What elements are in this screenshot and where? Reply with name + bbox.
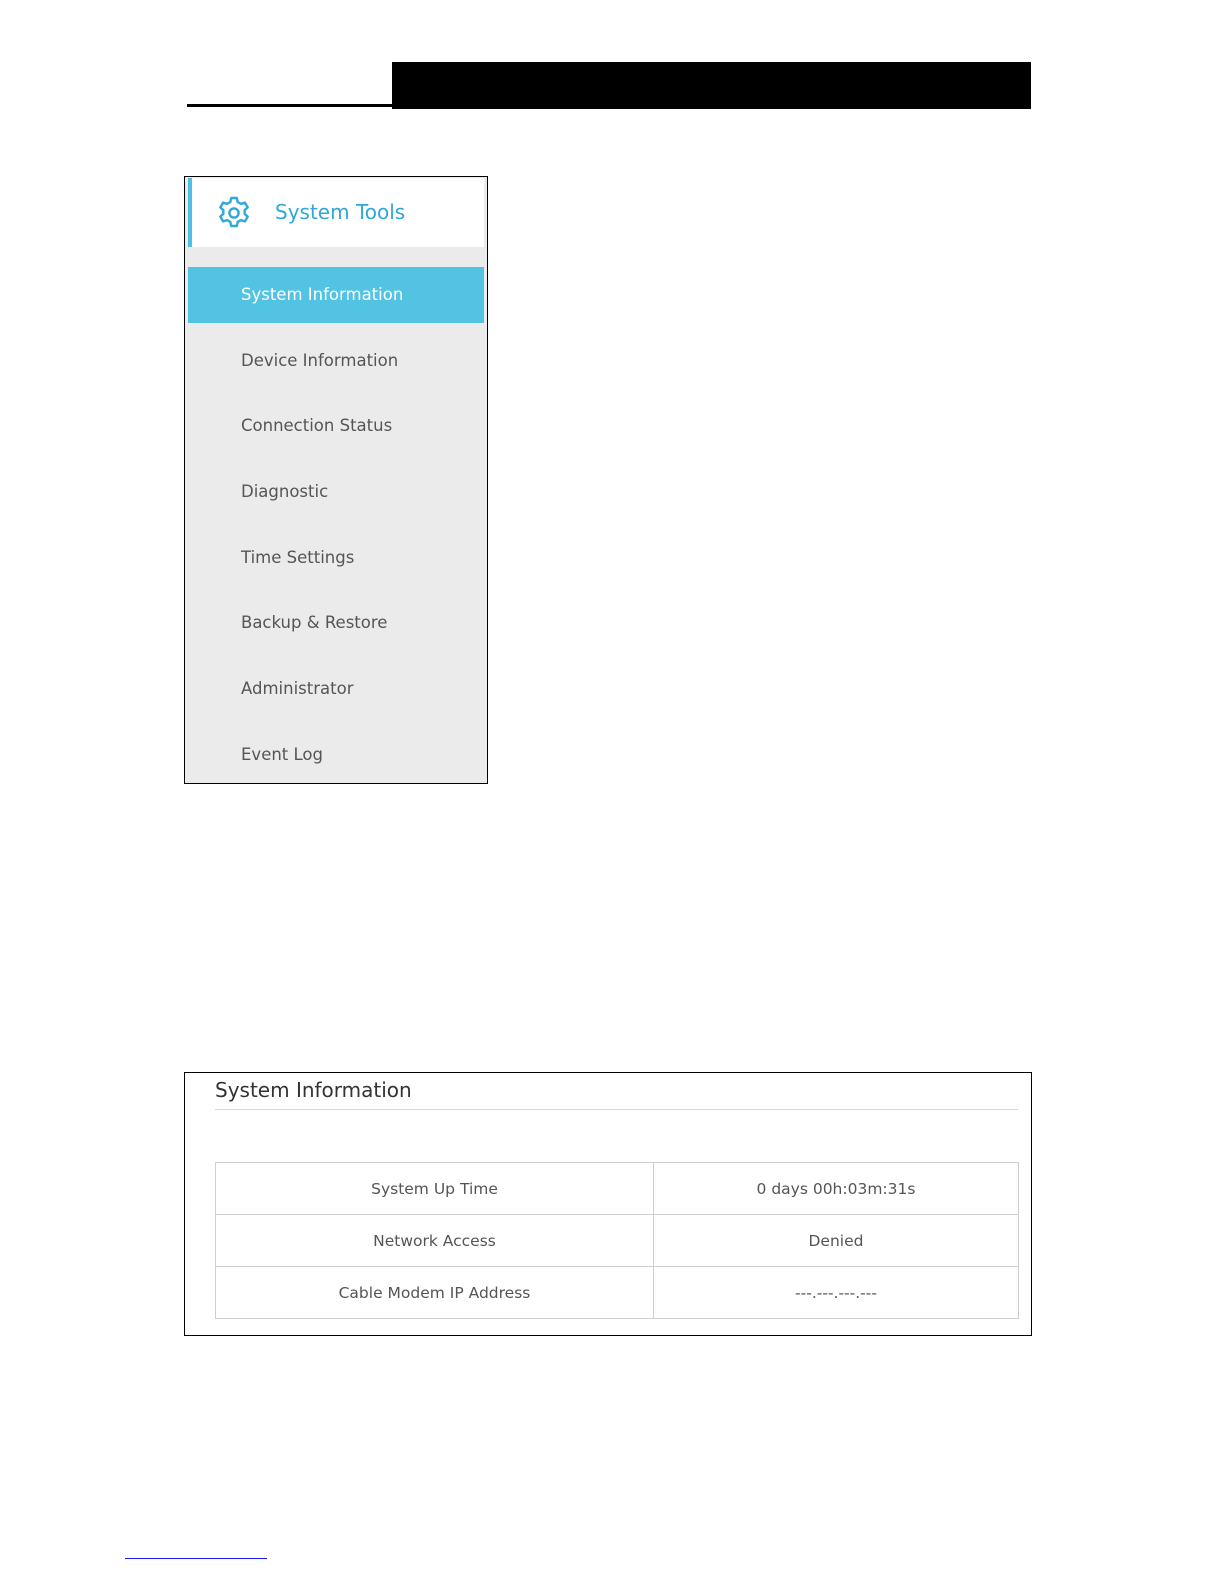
sidebar-item-diagnostic[interactable]	[188, 464, 484, 520]
title-divider	[215, 1109, 1018, 1110]
row-label: Network Access	[216, 1215, 654, 1267]
sidebar-item-event-log[interactable]	[188, 727, 484, 783]
row-value: Denied	[654, 1215, 1019, 1267]
sidebar-item-label: Time Settings	[241, 547, 355, 567]
header-underline	[187, 104, 397, 107]
footer-link-underline	[125, 1558, 267, 1559]
system-information-panel	[184, 1072, 1032, 1336]
sidebar-item-label: Event Log	[241, 744, 323, 764]
sidebar-item-system-information[interactable]	[188, 267, 484, 323]
sidebar-item-time-settings[interactable]	[188, 530, 484, 586]
sidebar-item-device-information[interactable]	[188, 333, 484, 389]
row-label: System Up Time	[216, 1163, 654, 1215]
sidebar-item-label: Diagnostic	[241, 482, 329, 502]
sidebar-item-administrator[interactable]	[188, 661, 484, 717]
table-row	[216, 1267, 1019, 1319]
sidebar-item-label: System Information	[241, 285, 404, 304]
header-black-bar	[392, 62, 1031, 109]
sidebar-item-connection-status[interactable]	[188, 398, 484, 454]
table-row	[216, 1215, 1019, 1267]
row-value: 0 days 00h:03m:31s	[654, 1163, 1019, 1215]
sidebar-title: System Tools	[275, 200, 406, 224]
row-label: Cable Modem IP Address	[216, 1267, 654, 1319]
sidebar-header[interactable]	[188, 178, 484, 247]
sidebar-item-label: Backup & Restore	[241, 613, 388, 633]
page-title: System Information	[215, 1078, 412, 1102]
sidebar-item-label: Device Information	[241, 350, 399, 370]
table-row	[216, 1163, 1019, 1215]
sidebar-item-label: Connection Status	[241, 416, 393, 436]
sidebar-item-backup-restore[interactable]	[188, 595, 484, 651]
sidebar-menu	[184, 176, 488, 784]
sidebar-item-label: Administrator	[241, 679, 354, 699]
gear-icon	[217, 196, 251, 230]
system-info-table	[215, 1162, 1019, 1319]
sidebar-menu-list	[188, 267, 484, 793]
row-value: ---.---.---.---	[654, 1267, 1019, 1319]
